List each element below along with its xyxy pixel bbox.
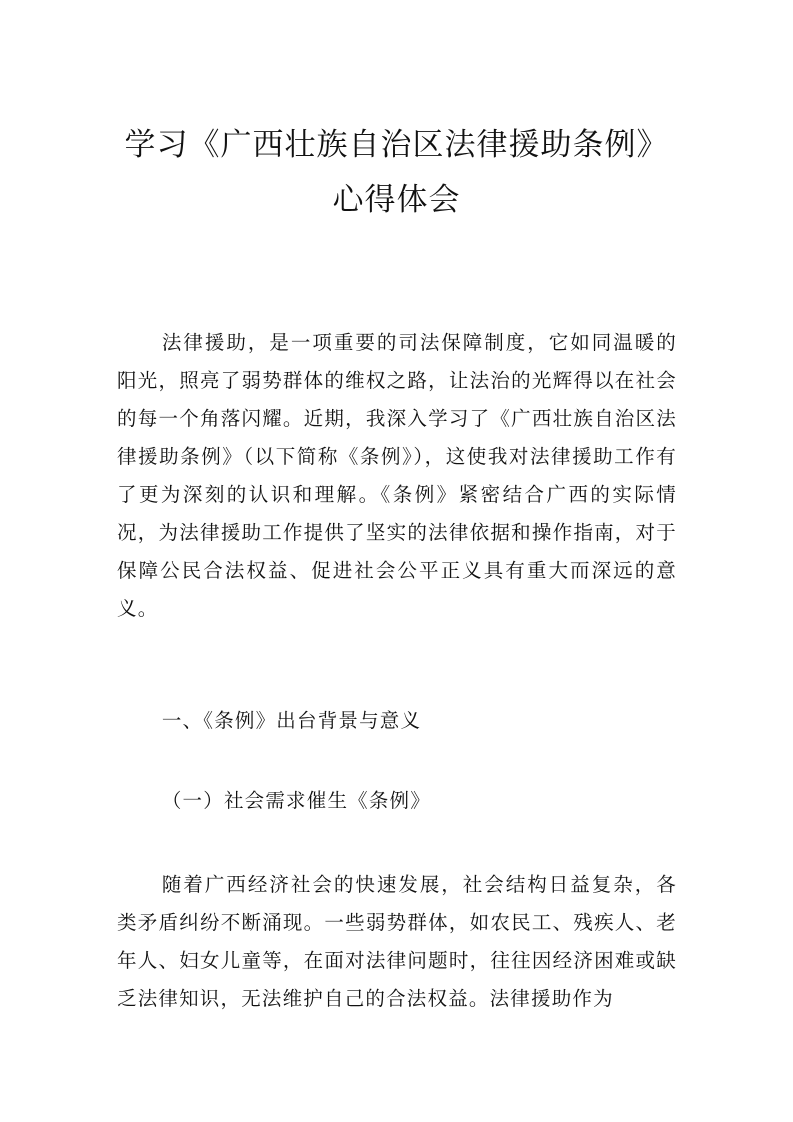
document-title: 学习《广西壮族自治区法律援助条例》心得体会 (124, 127, 669, 218)
subsection-heading: （一）社会需求催生《条例》 (161, 789, 431, 812)
section-heading: 一、《条例》出台背景与意义 (161, 709, 422, 732)
body-paragraph: 随着广西经济社会的快速发展，社会结构日益复杂，各类矛盾纠纷不断涌现。一些弱势群体，如农民工、残疾人、老年人、妇女儿童等，在面对法律问题时，往往因经济困难或缺乏法律知识，无法维护自己的合法权益。法律援助作为 (117, 873, 677, 1010)
intro-paragraph: 法律援助，是一项重要的司法保障制度，它如同温暖的阳光，照亮了弱势群体的维权之路，让法治的光辉得以在社会的每一个角落闪耀。近期，我深入学习了《广西壮族自治区法律援助条例》（以下简称《条例》），这使我对法律援助工作有了更为深刻的认识和理解。《条例》紧密结合广西的实际情况，为法律援助工作提供了坚实的法律依据和操作指南，对于保障公民合法权益、促进社会公平正义具有重大而深远的意义。 (117, 331, 677, 620)
